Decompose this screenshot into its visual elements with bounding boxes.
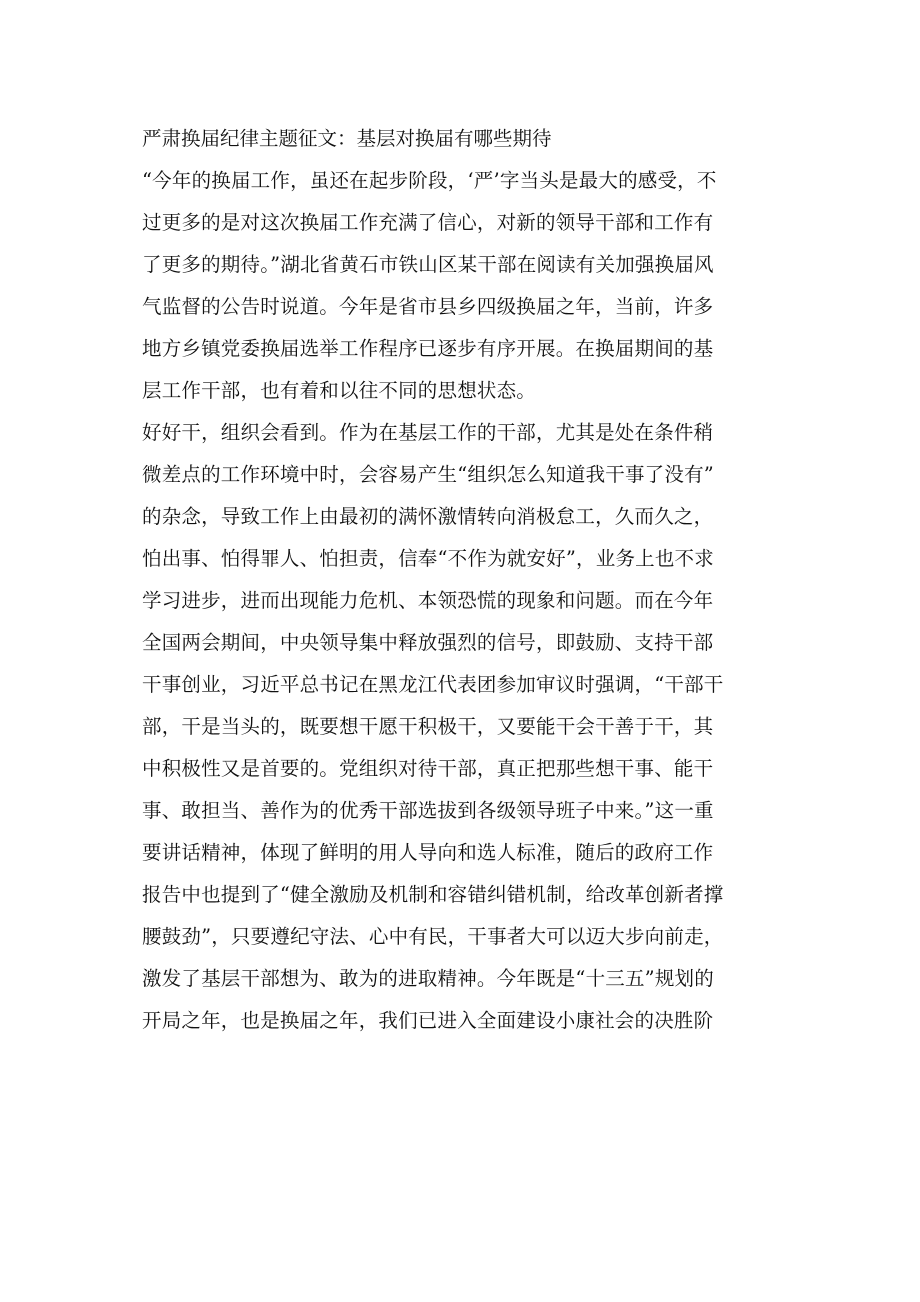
text-line: 过更多的是对这次换届工作充满了信心，对新的领导干部和工作有 (142, 211, 714, 234)
text-line: 中积极性又是首要的。党组织对待干部，真正把那些想干事、能干 (142, 757, 714, 780)
text-line: 干事创业，习近平总书记在黑龙江代表团参加审议时强调，“干部干 (142, 673, 724, 696)
text-line: 要讲话精神，体现了鲜明的用人导向和选人标准，随后的政府工作 (142, 841, 714, 864)
text-line: 报告中也提到了“健全激励及机制和容错纠错机制，给改革创新者撑 (142, 883, 724, 906)
text-line: 部，干是当头的，既要想干愿干积极干，又要能干会干善于干，其 (142, 715, 714, 738)
text-line: 地方乡镇党委换届选举工作程序已逐步有序开展。在换届期间的基 (142, 337, 714, 360)
text-line: 层工作干部，也有着和以往不同的思想状态。 (142, 379, 537, 402)
text-line: 的杂念，导致工作上由最初的满怀激情转向消极怠工，久而久之， (142, 505, 714, 528)
text-line: 开局之年，也是换届之年，我们已进入全面建设小康社会的决胜阶 (142, 1009, 714, 1032)
text-line: 激发了基层干部想为、敢为的进取精神。今年既是“十三五”规划的 (142, 967, 714, 990)
text-line: 了更多的期待。”湖北省黄石市铁山区某干部在阅读有关加强换届风 (142, 253, 714, 276)
text-line: 全国两会期间，中央领导集中释放强烈的信号，即鼓励、支持干部 (142, 631, 714, 654)
text-line: “今年的换届工作，虽还在起步阶段，‘严’字当头是最大的感受，不 (142, 169, 717, 192)
document-body (142, 118, 782, 1042)
text-line: 事、敢担当、善作为的优秀干部选拔到各级领导班子中来。”这一重 (142, 799, 714, 822)
text-line: 腰鼓劲”，只要遵纪守法、心中有民，干事者大可以迈大步向前走， (142, 925, 724, 948)
text-line: 气监督的公告时说道。今年是省市县乡四级换届之年，当前，许多 (142, 295, 714, 318)
document-title: 严肃换届纪律主题征文：基层对换届有哪些期待 (142, 127, 552, 150)
text-line: 微差点的工作环境中时，会容易产生“组织怎么知道我干事了没有” (142, 463, 714, 486)
text-line: 好好干，组织会看到。作为在基层工作的干部，尤其是处在条件稍 (142, 421, 714, 444)
text-line: 怕出事、怕得罪人、怕担责，信奉“不作为就安好”，业务上也不求 (142, 547, 714, 570)
text-line: 学习进步，进而出现能力危机、本领恐慌的现象和问题。而在今年 (142, 589, 714, 612)
